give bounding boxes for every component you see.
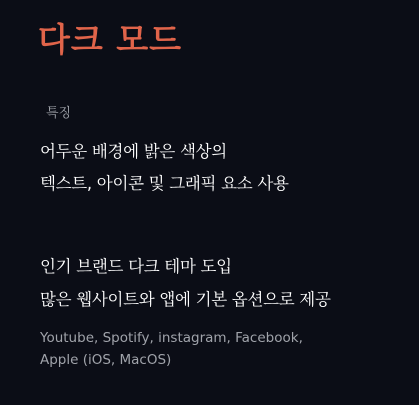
adoption-line: 인기 브랜드 다크 테마 도입	[40, 257, 232, 276]
examples-line: Apple (iOS, MacOS)	[40, 352, 172, 368]
adoption-line: 많은 웹사이트와 앱에 기본 옵션으로 제공	[40, 290, 331, 309]
section-label: 특징	[46, 106, 72, 121]
feature-line: 어두운 배경에 밝은 색상의	[40, 142, 227, 161]
slide-title: 다크 모드	[38, 20, 183, 59]
examples-line: Youtube, Spotify, instagram, Facebook,	[40, 330, 303, 346]
feature-line: 텍스트, 아이콘 및 그래픽 요소 사용	[40, 174, 289, 193]
